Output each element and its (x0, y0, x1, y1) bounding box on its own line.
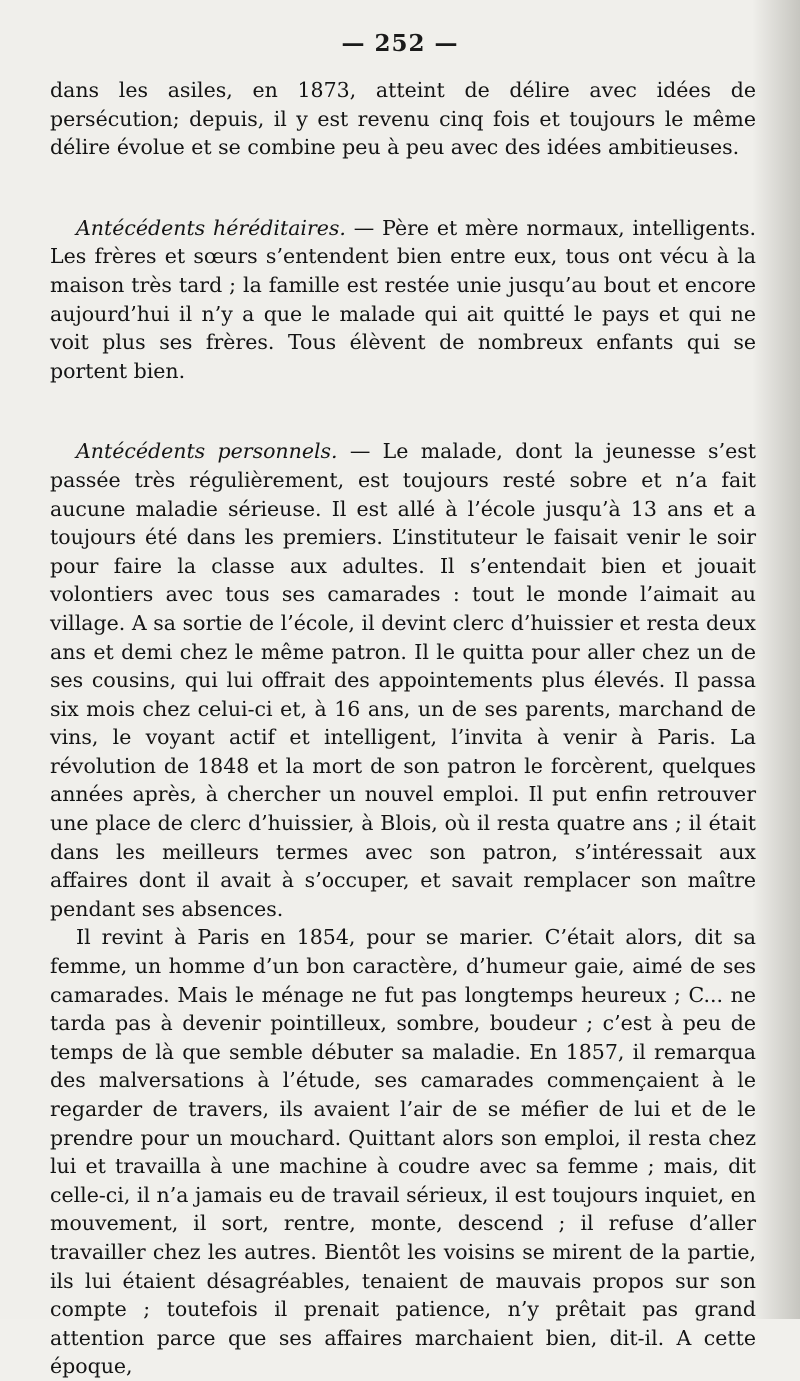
section-heading-personal: Antécédents personnels. (76, 439, 338, 464)
page-number: — 252 — (341, 30, 459, 57)
paragraph-hereditary-antecedents (50, 214, 756, 386)
paragraph-continuation: dans les asiles, en 1873, atteint de délire avec idées de persécution; depuis, il y est revenu cinq fois et toujours le même délire évolue et se combine peu à peu avec des idées ambitieuses. (50, 78, 756, 160)
paragraph-text: — Le malade, dont la jeunesse s’est passée très régulièrement, est toujours resté sobre et n’a fait aucune maladie sérieuse. Il est allé à l’école jusqu’à 13 ans et a toujours été dans les premiers. L’instituteur le faisait venir le soir pour faire la classe aux adultes. Il s’entendait bien et jouait volontiers avec tous ses camarades : tout le monde l’aimait au village. A sa sortie de l’école, il devint clerc d’huissier et resta deux ans et demi chez le même patron. Il le quitta pour aller chez un de ses cousins, qui lui offrait des appointements plus élevés. Il passa six mois chez celui-ci et, à 16 ans, un de ses parents, marchand de vins, le voyant actif et intelligent, l’invita à venir à Paris. La révolution de 1848 et la mort de son patron le forcèrent, quelques années après, à chercher un nouvel emploi. Il put enfin retrouver une place de clerc d’huissier, à Blois, où il resta quatre ans ; il était dans les meilleurs termes avec son patron, s’intéressait aux affaires dont il avait à s’occuper, et savait remplacer son maître pendant ses absences. (50, 439, 756, 921)
paragraph-personal-antecedents (50, 437, 756, 923)
paragraph-return-to-paris: Il revint à Paris en 1854, pour se marier. C’était alors, dit sa femme, un homme d’un bon caractère, d’humeur gaie, aimé de ses camarades. Mais le ménage ne fut pas longtemps heureux ; C... ne tarda pas à devenir pointilleux, sombre, boudeur ; c’est à peu de temps de là que semble débuter sa maladie. En 1857, il remarqua des malversations à l’étude, ses camarades commençaient à le regarder de travers, ils avaient l’air de se méfier de lui et de le prendre pour un mouchard. Quittant alors son emploi, il resta chez lui et travailla à une machine à coudre avec sa femme ; mais, dit celle-ci, il n’a jamais eu de travail sérieux, il est toujours inquiet, en mouvement, il sort, rentre, monte, descend ; il refuse d’aller travailler chez les autres. Bientôt les voisins se mirent de la partie, ils lui étaient désagréables, tenaient de mauvais propos sur son compte ; toutefois il prenait patience, n’y prêtait pas grand attention parce que ses affaires marchaient bien, dit-il. A cette époque, (50, 925, 756, 1379)
section-heading-hereditary: Antécédents héréditaires. (76, 215, 346, 240)
page-body (50, 76, 756, 1381)
paragraph-text: — Père et mère normaux, intelligents. Les frères et sœurs s’entendent bien entre eux, tous ont vécu à la maison très tard ; la famille est restée unie jusqu’au bout et encore aujourd’hui il n’y a que le malade qui ait quitté le pays et qui ne voit plus ses frères. Tous élèvent de nombreux enfants qui se portent bien. (50, 215, 756, 383)
